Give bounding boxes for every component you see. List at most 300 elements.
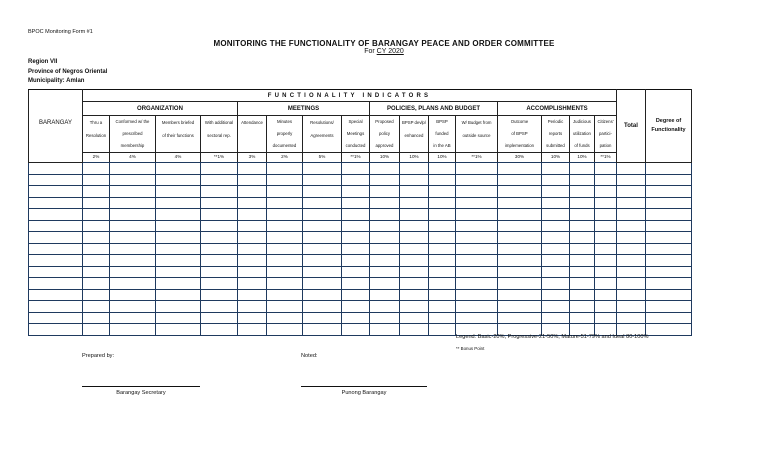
table-cell[interactable] xyxy=(29,197,83,209)
table-cell[interactable] xyxy=(400,163,429,175)
table-cell[interactable] xyxy=(570,209,595,221)
table-cell[interactable] xyxy=(201,266,238,278)
table-cell[interactable] xyxy=(456,243,498,255)
indicator-line2: policy xyxy=(379,130,390,136)
table-cell[interactable] xyxy=(267,289,303,301)
table-cell[interactable] xyxy=(595,232,617,244)
table-cell[interactable] xyxy=(342,243,370,255)
table-cell[interactable] xyxy=(110,255,156,267)
table-cell[interactable] xyxy=(238,232,267,244)
table-cell[interactable] xyxy=(29,186,83,198)
table-cell[interactable] xyxy=(238,278,267,290)
table-cell[interactable] xyxy=(542,174,570,186)
table-cell[interactable] xyxy=(370,232,400,244)
table-cell[interactable] xyxy=(29,163,83,175)
table-cell[interactable] xyxy=(617,255,646,267)
table-cell[interactable] xyxy=(267,209,303,221)
table-cell[interactable] xyxy=(542,278,570,290)
degree-header-line2: Functionality xyxy=(651,127,686,133)
table-cell[interactable] xyxy=(617,243,646,255)
table-cell[interactable] xyxy=(83,197,110,209)
table-cell[interactable] xyxy=(570,197,595,209)
municipality-label: Municipality: Amlan xyxy=(28,78,85,84)
degree-header xyxy=(646,90,692,163)
table-cell[interactable] xyxy=(110,278,156,290)
table-cell[interactable] xyxy=(646,301,692,313)
table-cell[interactable] xyxy=(342,197,370,209)
table-cell[interactable] xyxy=(303,312,342,324)
table-cell[interactable] xyxy=(429,278,456,290)
table-cell[interactable] xyxy=(595,209,617,221)
table-cell[interactable] xyxy=(542,312,570,324)
table-cell[interactable] xyxy=(342,312,370,324)
table-cell[interactable] xyxy=(595,255,617,267)
table-cell[interactable] xyxy=(110,220,156,232)
table-cell[interactable] xyxy=(29,209,83,221)
table-row xyxy=(29,197,692,209)
table-cell[interactable] xyxy=(429,209,456,221)
table-cell[interactable] xyxy=(267,232,303,244)
table-cell[interactable] xyxy=(617,197,646,209)
table-cell[interactable] xyxy=(498,232,542,244)
table-cell[interactable] xyxy=(429,243,456,255)
table-cell[interactable] xyxy=(570,255,595,267)
table-cell[interactable] xyxy=(29,289,83,301)
table-cell[interactable] xyxy=(429,301,456,313)
table-cell[interactable] xyxy=(595,243,617,255)
table-cell[interactable] xyxy=(595,163,617,175)
table-cell[interactable] xyxy=(370,266,400,278)
table-cell[interactable] xyxy=(303,186,342,198)
table-cell[interactable] xyxy=(595,186,617,198)
table-cell[interactable] xyxy=(429,220,456,232)
table-cell[interactable] xyxy=(570,220,595,232)
table-cell[interactable] xyxy=(29,174,83,186)
table-cell[interactable] xyxy=(400,278,429,290)
table-cell[interactable] xyxy=(595,289,617,301)
table-cell[interactable] xyxy=(370,324,400,336)
table-cell[interactable] xyxy=(303,266,342,278)
table-cell[interactable] xyxy=(370,278,400,290)
table-cell[interactable] xyxy=(646,266,692,278)
table-cell[interactable] xyxy=(617,232,646,244)
table-cell[interactable] xyxy=(201,243,238,255)
table-cell[interactable] xyxy=(83,312,110,324)
table-cell[interactable] xyxy=(83,186,110,198)
table-cell[interactable] xyxy=(456,232,498,244)
table-cell[interactable] xyxy=(570,278,595,290)
table-cell[interactable] xyxy=(617,301,646,313)
table-cell[interactable] xyxy=(156,324,201,336)
table-cell[interactable] xyxy=(542,186,570,198)
table-cell[interactable] xyxy=(110,289,156,301)
table-cell[interactable] xyxy=(303,324,342,336)
table-cell[interactable] xyxy=(156,266,201,278)
table-cell[interactable] xyxy=(201,312,238,324)
table-cell[interactable] xyxy=(238,220,267,232)
table-cell[interactable] xyxy=(83,209,110,221)
table-cell[interactable] xyxy=(342,232,370,244)
table-cell[interactable] xyxy=(570,174,595,186)
table-cell[interactable] xyxy=(542,163,570,175)
table-cell[interactable] xyxy=(400,289,429,301)
table-cell[interactable] xyxy=(156,301,201,313)
table-cell[interactable] xyxy=(156,278,201,290)
table-cell[interactable] xyxy=(110,209,156,221)
table-cell[interactable] xyxy=(29,312,83,324)
table-cell[interactable] xyxy=(595,174,617,186)
table-cell[interactable] xyxy=(201,255,238,267)
indicator-weight: 10% xyxy=(400,153,429,163)
table-cell[interactable] xyxy=(370,255,400,267)
table-cell[interactable] xyxy=(110,186,156,198)
table-cell[interactable] xyxy=(267,243,303,255)
table-cell[interactable] xyxy=(456,301,498,313)
table-cell[interactable] xyxy=(400,255,429,267)
table-cell[interactable] xyxy=(570,186,595,198)
table-cell[interactable] xyxy=(238,324,267,336)
table-cell[interactable] xyxy=(342,301,370,313)
table-cell[interactable] xyxy=(201,278,238,290)
table-cell[interactable] xyxy=(456,289,498,301)
table-cell[interactable] xyxy=(29,324,83,336)
table-cell[interactable] xyxy=(83,255,110,267)
table-cell[interactable] xyxy=(617,186,646,198)
table-cell[interactable] xyxy=(570,266,595,278)
table-cell[interactable] xyxy=(429,163,456,175)
indicator-header xyxy=(238,116,267,153)
table-cell[interactable] xyxy=(498,220,542,232)
table-cell[interactable] xyxy=(303,301,342,313)
table-cell[interactable] xyxy=(646,324,692,336)
table-cell[interactable] xyxy=(617,289,646,301)
table-cell[interactable] xyxy=(238,186,267,198)
table-cell[interactable] xyxy=(542,232,570,244)
table-cell[interactable] xyxy=(646,312,692,324)
table-cell[interactable] xyxy=(303,243,342,255)
table-cell[interactable] xyxy=(156,163,201,175)
table-cell[interactable] xyxy=(156,312,201,324)
table-cell[interactable] xyxy=(456,220,498,232)
table-row xyxy=(29,278,692,290)
page-subtitle xyxy=(0,48,768,55)
table-cell[interactable] xyxy=(400,174,429,186)
table-cell[interactable] xyxy=(303,209,342,221)
table-cell[interactable] xyxy=(342,266,370,278)
table-cell[interactable] xyxy=(29,232,83,244)
table-cell[interactable] xyxy=(456,209,498,221)
table-cell[interactable] xyxy=(83,301,110,313)
table-cell[interactable] xyxy=(29,301,83,313)
table-cell[interactable] xyxy=(303,289,342,301)
table-cell[interactable] xyxy=(29,220,83,232)
table-cell[interactable] xyxy=(595,197,617,209)
table-cell[interactable] xyxy=(595,301,617,313)
table-cell[interactable] xyxy=(110,243,156,255)
indicator-weight: **1% xyxy=(201,153,238,163)
table-cell[interactable] xyxy=(110,312,156,324)
table-cell[interactable] xyxy=(617,174,646,186)
table-cell[interactable] xyxy=(542,301,570,313)
table-cell[interactable] xyxy=(542,220,570,232)
table-cell[interactable] xyxy=(303,174,342,186)
table-cell[interactable] xyxy=(29,266,83,278)
table-cell[interactable] xyxy=(267,278,303,290)
table-cell[interactable] xyxy=(617,312,646,324)
table-cell[interactable] xyxy=(238,266,267,278)
table-cell[interactable] xyxy=(456,278,498,290)
table-cell[interactable] xyxy=(429,255,456,267)
table-cell[interactable] xyxy=(267,301,303,313)
table-cell[interactable] xyxy=(83,220,110,232)
table-cell[interactable] xyxy=(303,255,342,267)
table-cell[interactable] xyxy=(498,243,542,255)
table-cell[interactable] xyxy=(267,266,303,278)
table-cell[interactable] xyxy=(370,186,400,198)
table-cell[interactable] xyxy=(238,197,267,209)
table-cell[interactable] xyxy=(370,197,400,209)
table-cell[interactable] xyxy=(342,289,370,301)
table-cell[interactable] xyxy=(429,197,456,209)
table-cell[interactable] xyxy=(595,266,617,278)
table-cell[interactable] xyxy=(429,186,456,198)
table-cell[interactable] xyxy=(498,255,542,267)
indicator-header xyxy=(342,116,370,153)
table-cell[interactable] xyxy=(429,289,456,301)
table-cell[interactable] xyxy=(456,266,498,278)
table-cell[interactable] xyxy=(400,266,429,278)
table-cell[interactable] xyxy=(542,243,570,255)
table-cell[interactable] xyxy=(400,312,429,324)
table-cell[interactable] xyxy=(498,278,542,290)
table-cell[interactable] xyxy=(498,209,542,221)
table-cell[interactable] xyxy=(201,220,238,232)
table-cell[interactable] xyxy=(498,266,542,278)
table-cell[interactable] xyxy=(110,197,156,209)
table-cell[interactable] xyxy=(110,301,156,313)
table-cell[interactable] xyxy=(400,243,429,255)
table-cell[interactable] xyxy=(342,278,370,290)
table-cell[interactable] xyxy=(342,186,370,198)
table-cell[interactable] xyxy=(429,232,456,244)
table-cell[interactable] xyxy=(400,186,429,198)
table-cell[interactable] xyxy=(156,243,201,255)
table-row xyxy=(29,301,692,313)
table-cell[interactable] xyxy=(400,301,429,313)
table-cell[interactable] xyxy=(617,163,646,175)
table-cell[interactable] xyxy=(429,266,456,278)
table-cell[interactable] xyxy=(646,232,692,244)
table-cell[interactable] xyxy=(595,312,617,324)
table-cell[interactable] xyxy=(267,186,303,198)
table-cell[interactable] xyxy=(238,289,267,301)
table-cell[interactable] xyxy=(498,289,542,301)
table-cell[interactable] xyxy=(370,243,400,255)
table-cell[interactable] xyxy=(83,266,110,278)
table-cell[interactable] xyxy=(646,174,692,186)
table-cell[interactable] xyxy=(201,163,238,175)
table-cell[interactable] xyxy=(303,197,342,209)
table-cell[interactable] xyxy=(201,174,238,186)
table-cell[interactable] xyxy=(617,266,646,278)
table-cell[interactable] xyxy=(456,312,498,324)
table-cell[interactable] xyxy=(646,220,692,232)
indicator-header xyxy=(570,116,595,153)
table-cell[interactable] xyxy=(83,163,110,175)
table-cell[interactable] xyxy=(83,243,110,255)
table-cell[interactable] xyxy=(303,232,342,244)
table-cell[interactable] xyxy=(267,174,303,186)
table-cell[interactable] xyxy=(400,209,429,221)
table-cell[interactable] xyxy=(156,197,201,209)
table-cell[interactable] xyxy=(110,174,156,186)
table-cell[interactable] xyxy=(498,312,542,324)
table-cell[interactable] xyxy=(542,266,570,278)
table-cell[interactable] xyxy=(201,301,238,313)
table-cell[interactable] xyxy=(83,232,110,244)
table-cell[interactable] xyxy=(201,232,238,244)
table-cell[interactable] xyxy=(267,163,303,175)
table-cell[interactable] xyxy=(156,209,201,221)
table-cell[interactable] xyxy=(267,255,303,267)
table-cell[interactable] xyxy=(456,163,498,175)
table-cell[interactable] xyxy=(646,186,692,198)
table-cell[interactable] xyxy=(303,163,342,175)
table-cell[interactable] xyxy=(83,174,110,186)
table-cell[interactable] xyxy=(542,255,570,267)
table-cell[interactable] xyxy=(83,324,110,336)
table-cell[interactable] xyxy=(429,324,456,336)
table-cell[interactable] xyxy=(570,232,595,244)
table-cell[interactable] xyxy=(156,174,201,186)
table-cell[interactable] xyxy=(542,289,570,301)
table-cell[interactable] xyxy=(570,243,595,255)
indicator-line1: Resolutions/ xyxy=(310,119,334,125)
table-cell[interactable] xyxy=(29,243,83,255)
table-cell[interactable] xyxy=(29,255,83,267)
table-cell[interactable] xyxy=(83,289,110,301)
table-cell[interactable] xyxy=(498,197,542,209)
table-cell[interactable] xyxy=(303,220,342,232)
table-cell[interactable] xyxy=(456,197,498,209)
table-cell[interactable] xyxy=(595,278,617,290)
table-cell[interactable] xyxy=(646,255,692,267)
table-cell[interactable] xyxy=(400,197,429,209)
table-cell[interactable] xyxy=(370,289,400,301)
table-row xyxy=(29,289,692,301)
table-cell[interactable] xyxy=(617,209,646,221)
table-cell[interactable] xyxy=(342,220,370,232)
table-cell[interactable] xyxy=(370,312,400,324)
table-cell[interactable] xyxy=(156,220,201,232)
indicator-line3: membership xyxy=(120,142,145,148)
table-cell[interactable] xyxy=(456,186,498,198)
table-cell[interactable] xyxy=(238,209,267,221)
table-cell[interactable] xyxy=(646,197,692,209)
table-cell[interactable] xyxy=(498,163,542,175)
table-cell[interactable] xyxy=(110,163,156,175)
table-cell[interactable] xyxy=(342,174,370,186)
table-cell[interactable] xyxy=(646,163,692,175)
table-cell[interactable] xyxy=(429,174,456,186)
table-cell[interactable] xyxy=(110,232,156,244)
table-cell[interactable] xyxy=(267,312,303,324)
table-cell[interactable] xyxy=(156,255,201,267)
table-cell[interactable] xyxy=(267,220,303,232)
table-cell[interactable] xyxy=(267,324,303,336)
table-cell[interactable] xyxy=(370,220,400,232)
table-cell[interactable] xyxy=(342,324,370,336)
table-cell[interactable] xyxy=(646,243,692,255)
table-cell[interactable] xyxy=(110,266,156,278)
table-cell[interactable] xyxy=(156,232,201,244)
table-cell[interactable] xyxy=(542,209,570,221)
table-cell[interactable] xyxy=(267,197,303,209)
table-cell[interactable] xyxy=(201,197,238,209)
degree-header-line1: Degree of xyxy=(655,117,682,124)
table-cell[interactable] xyxy=(498,301,542,313)
table-cell[interactable] xyxy=(570,312,595,324)
table-cell[interactable] xyxy=(110,324,156,336)
table-cell[interactable] xyxy=(370,174,400,186)
table-cell[interactable] xyxy=(595,220,617,232)
table-cell[interactable] xyxy=(570,289,595,301)
table-cell[interactable] xyxy=(498,186,542,198)
indicator-line2: enhanced xyxy=(404,132,424,138)
table-cell[interactable] xyxy=(201,324,238,336)
table-cell[interactable] xyxy=(370,301,400,313)
table-cell[interactable] xyxy=(370,163,400,175)
table-cell[interactable] xyxy=(400,324,429,336)
table-cell[interactable] xyxy=(456,174,498,186)
table-cell[interactable] xyxy=(83,278,110,290)
table-cell[interactable] xyxy=(400,220,429,232)
indicator-line1: Periodic xyxy=(547,118,564,124)
table-cell[interactable] xyxy=(646,209,692,221)
table-cell[interactable] xyxy=(201,289,238,301)
table-cell[interactable] xyxy=(342,163,370,175)
table-cell[interactable] xyxy=(400,232,429,244)
table-cell[interactable] xyxy=(570,163,595,175)
table-cell[interactable] xyxy=(238,163,267,175)
table-cell[interactable] xyxy=(29,278,83,290)
table-cell[interactable] xyxy=(646,289,692,301)
table-cell[interactable] xyxy=(370,209,400,221)
table-cell[interactable] xyxy=(617,278,646,290)
table-cell[interactable] xyxy=(201,209,238,221)
table-cell[interactable] xyxy=(342,209,370,221)
table-cell[interactable] xyxy=(238,243,267,255)
table-cell[interactable] xyxy=(456,255,498,267)
table-cell[interactable] xyxy=(342,255,370,267)
table-cell[interactable] xyxy=(156,186,201,198)
table-cell[interactable] xyxy=(238,312,267,324)
table-cell[interactable] xyxy=(498,174,542,186)
table-cell[interactable] xyxy=(646,278,692,290)
table-cell[interactable] xyxy=(570,301,595,313)
table-cell[interactable] xyxy=(201,186,238,198)
table-cell[interactable] xyxy=(156,289,201,301)
indicator-line3: implementation xyxy=(504,142,535,148)
punong-signature-line xyxy=(301,386,427,387)
table-cell[interactable] xyxy=(303,278,342,290)
table-cell[interactable] xyxy=(238,174,267,186)
table-cell[interactable] xyxy=(542,197,570,209)
table-cell[interactable] xyxy=(429,312,456,324)
table-cell[interactable] xyxy=(617,220,646,232)
table-cell[interactable] xyxy=(238,301,267,313)
table-cell[interactable] xyxy=(238,255,267,267)
